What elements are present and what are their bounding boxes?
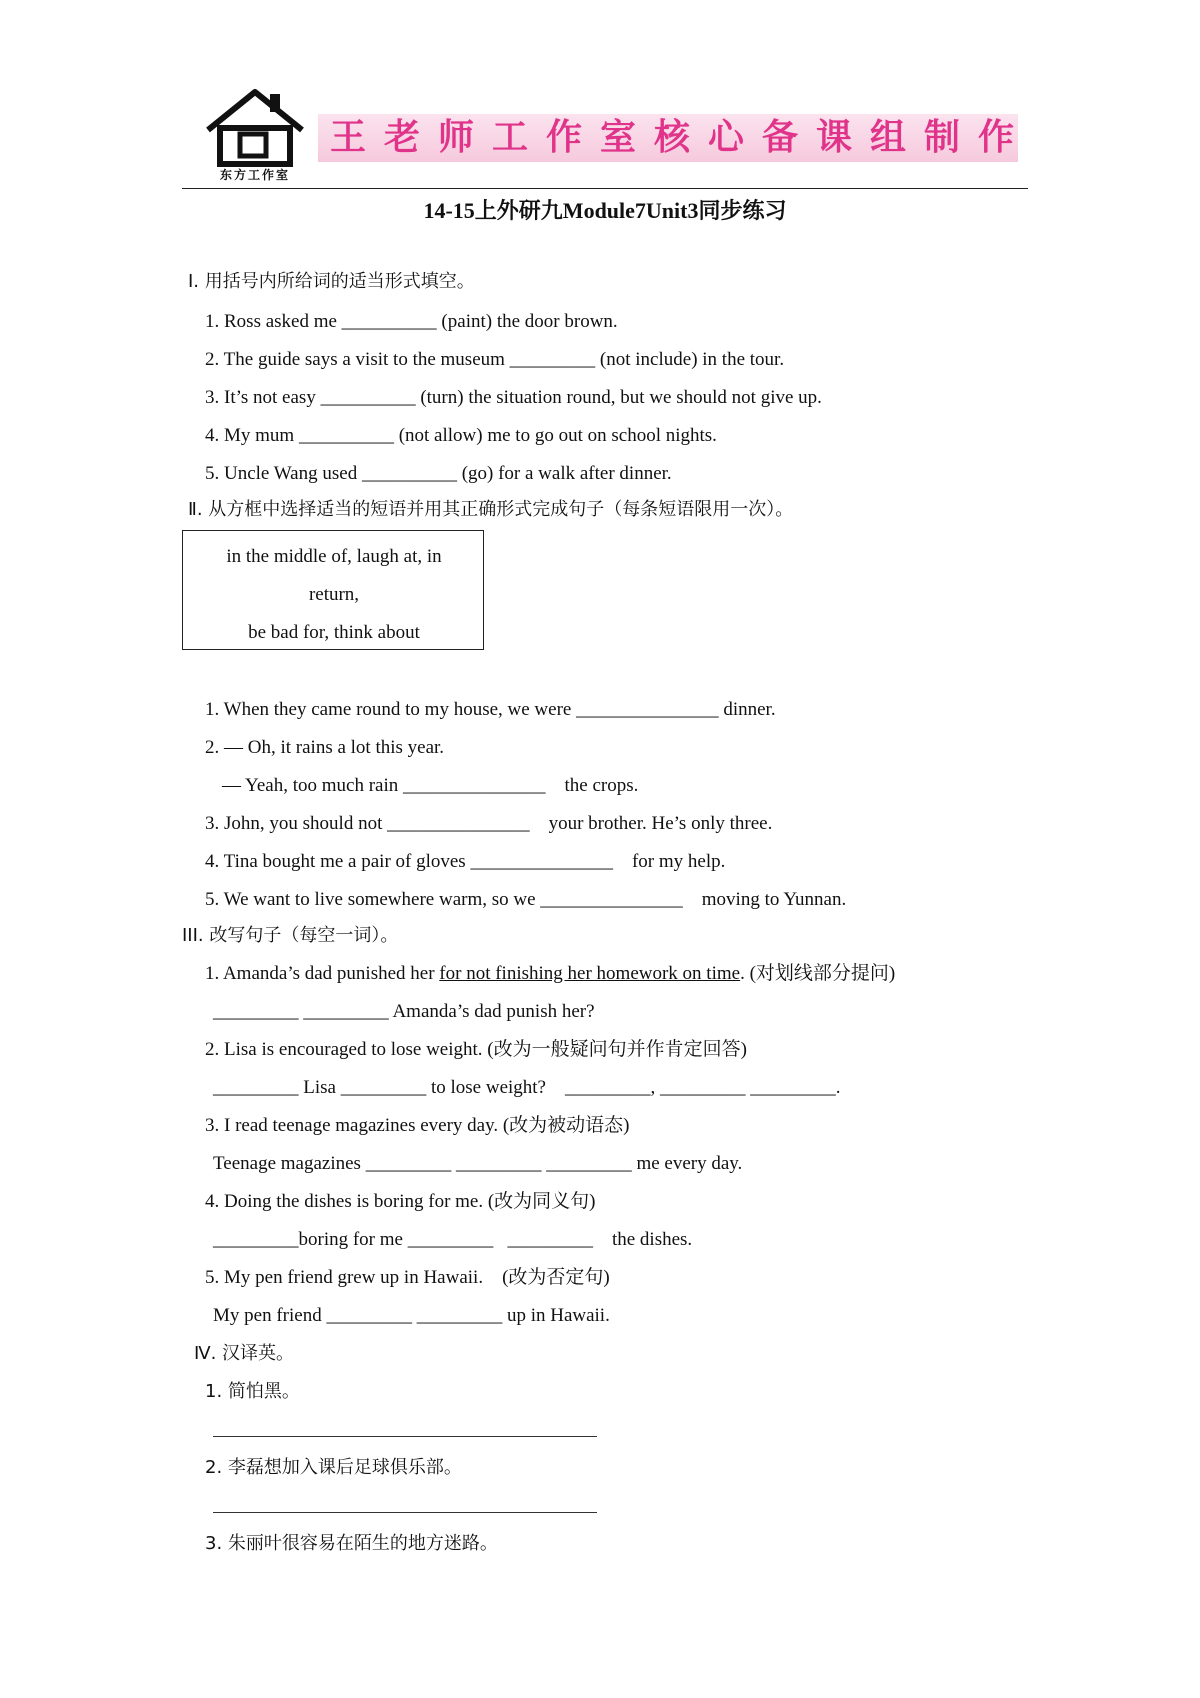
section-1-heading: Ⅰ. 用括号内所给词的适当形式填空。 xyxy=(188,271,475,292)
section-3-answer-1: _________ _________ Amanda’s dad punish her? xyxy=(213,1001,595,1022)
answer-line-2 xyxy=(213,1512,597,1513)
phrase-box xyxy=(182,530,484,650)
section-4-item-3: 3. 朱丽叶很容易在陌生的地方迷路。 xyxy=(205,1533,498,1554)
section-1-item-1: 1. Ross asked me __________ (paint) the door brown. xyxy=(205,311,618,332)
section-2-item-4: 4. Tina bought me a pair of gloves _______________ for my help. xyxy=(205,851,726,872)
section-4-item-1: 1. 简怕黑。 xyxy=(205,1381,300,1402)
section-2-item-3: 3. John, you should not _______________ your brother. He’s only three. xyxy=(205,813,773,834)
header-rule xyxy=(182,188,1028,189)
section-3-answer-4: _________boring for me _________ _________ the dishes. xyxy=(213,1229,693,1250)
section-3-item-4: 4. Doing the dishes is boring for me. (改为同义句) xyxy=(205,1191,596,1212)
section-4-heading: Ⅳ. 汉译英。 xyxy=(194,1343,295,1364)
logo-caption: 东方工作室 xyxy=(219,168,290,182)
section-3-item-1-suffix: . (对划线部分提问) xyxy=(740,963,896,984)
worksheet-title: 14-15上外研九Module7Unit3同步练习 xyxy=(423,198,787,223)
section-3-item-1-prefix: 1. Amanda’s dad punished her xyxy=(205,963,440,984)
section-3-answer-2: _________ Lisa _________ to lose weight? _________, _________ _________. xyxy=(213,1077,841,1098)
section-3-item-2: 2. Lisa is encouraged to lose weight. (改为一般疑问句并作肯定回答) xyxy=(205,1039,747,1060)
section-3-item-3: 3. I read teenage magazines every day. (改为被动语态) xyxy=(205,1115,630,1136)
section-3-item-1-underlined: for not finishing her homework on time xyxy=(439,963,741,984)
answer-line-1 xyxy=(213,1436,597,1437)
phrase-box-line-2: return, xyxy=(308,584,360,605)
section-3-item-5: 5. My pen friend grew up in Hawaii. (改为否定句) xyxy=(205,1267,610,1288)
section-2-item-1: 1. When they came round to my house, we were _______________ dinner. xyxy=(205,699,776,720)
section-1-item-4: 4. My mum __________ (not allow) me to go out on school nights. xyxy=(205,425,717,446)
section-1-item-5: 5. Uncle Wang used __________ (go) for a walk after dinner. xyxy=(205,463,672,484)
section-3-heading: III. 改写句子（每空一词）。 xyxy=(182,925,399,946)
header-banner xyxy=(200,84,1033,182)
section-2-item-2: 2. — Oh, it rains a lot this year. xyxy=(205,737,445,758)
section-3-answer-3: Teenage magazines _________ _________ _________ me every day. xyxy=(213,1153,743,1174)
section-4-item-2: 2. 李磊想加入课后足球俱乐部。 xyxy=(205,1457,462,1478)
section-2-item-5: 5. We want to live somewhere warm, so we _______________ moving to Yunnan. xyxy=(205,889,847,910)
section-3-answer-5: My pen friend _________ _________ up in Hawaii. xyxy=(213,1305,610,1326)
phrase-box-line-3: be bad for, think about xyxy=(248,622,420,643)
phrase-box-line-1: in the middle of, laugh at, in xyxy=(226,546,442,567)
banner-title: 王老师工作室核心备课组制作 xyxy=(330,117,1033,158)
section-2-heading: Ⅱ. 从方框中选择适当的短语并用其正确形式完成句子（每条短语限用一次）。 xyxy=(188,499,794,520)
section-3-item-1 xyxy=(205,962,895,986)
section-1-item-3: 3. It’s not easy __________ (turn) the situation round, but we should not give up. xyxy=(205,387,822,408)
section-2-item-2-reply: — Yeah, too much rain _______________ the crops. xyxy=(222,775,639,796)
section-1-item-2: 2. The guide says a visit to the museum _________ (not include) in the tour. xyxy=(205,349,785,370)
